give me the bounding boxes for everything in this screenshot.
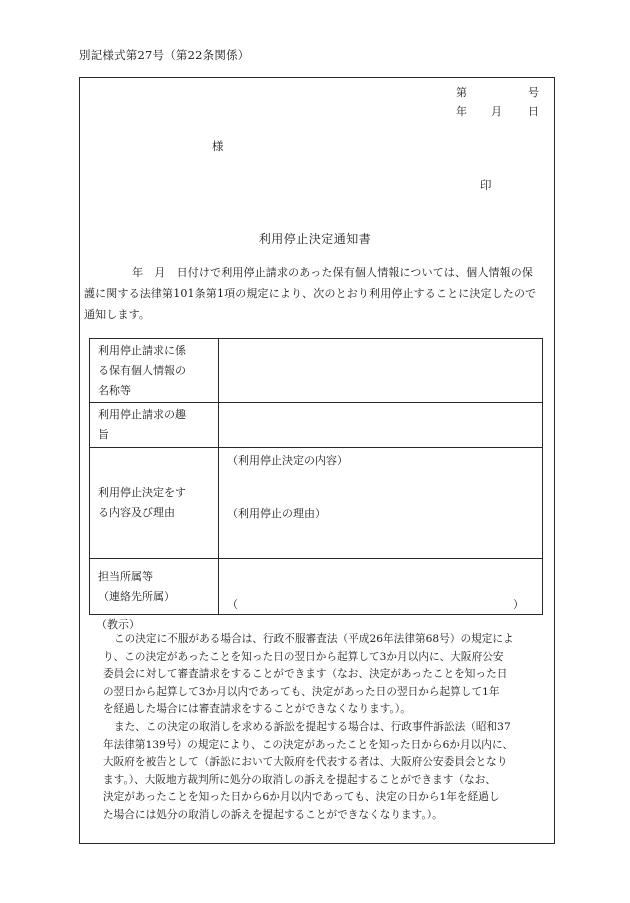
table-row (90, 339, 543, 403)
table-row (90, 403, 543, 448)
contact-paren-open: （ (227, 598, 238, 611)
body-line: 護に関する法律第101条第1項の規定により、次のとおり利用停止することに決定したので (84, 287, 537, 300)
decision-reason-field[interactable] (219, 448, 543, 559)
seal-mark: 印 (480, 178, 492, 192)
row-label-request-purpose: 利用停止請求の趣 旨 (90, 403, 219, 448)
notice-paragraphs (92, 631, 550, 825)
info-table (89, 338, 543, 615)
department-field[interactable] (219, 559, 543, 615)
notice-line: 年法律第139号）の規定により、この決定があったことを知った日から6か月以内に、 (103, 738, 514, 751)
row-label-decision-reason: 利用停止決定をす る内容及び理由 (90, 448, 219, 559)
notice-heading: （教示） (96, 618, 140, 631)
row-label-department: 担当所属等 （連絡先所属） (90, 559, 219, 615)
addressee-honorific: 様 (212, 139, 224, 153)
document-title: 利用停止決定通知書 (258, 232, 372, 246)
form-number-label: 別記様式第27号（第22条関係） (79, 48, 250, 62)
date-day: 日 (528, 105, 539, 118)
row-label-target-info: 利用停止請求に係 る保有個人情報の 名称等 (90, 339, 219, 403)
notice-line: 委員会に対して審査請求をすることができます（なお、決定があったことを知った日 (103, 668, 508, 681)
table-row (90, 448, 543, 559)
notice-line: この決定に不服がある場合は、行政不服審査法（平成26年法律第68号）の規定によ (114, 633, 514, 645)
target-info-field[interactable] (219, 339, 543, 403)
notice-line: 大阪府を被告として（訴訟において大阪府を代表する者は、大阪府公安委員会となり (103, 756, 508, 769)
notice-line: ます。）、大阪地方裁判所に処分の取消しの訴えを提起することができます（なお、 (103, 773, 497, 786)
decision-reason-note: （利用停止の理由） (227, 507, 326, 520)
notice-line: の翌日から起算して3か月以内であっても、決定があった日の翌日から起算して1年 (103, 685, 500, 698)
notice-line: また、この決定の取消しを求める訴訟を提起する場合は、行政事件訴訟法（昭和37 (114, 720, 511, 733)
number-prefix: 第 (456, 86, 467, 99)
body-line: 年 月 日付けで利用停止請求のあった保有個人情報については、個人情報の保 (132, 266, 534, 279)
date-month: 月 (491, 105, 502, 118)
notice-line: り、この決定があったことを知った日の翌日から起算して3か月以内に、大阪府公安 (103, 650, 504, 663)
body-paragraph (84, 262, 552, 325)
notice-line: 決定があったことを知った日から6か月以内であっても、決定の日から1年を経過し (103, 791, 500, 804)
table-row (90, 559, 543, 615)
body-line: 通知します。 (84, 308, 151, 321)
number-suffix: 号 (528, 86, 539, 99)
decision-content-note: （利用停止決定の内容） (227, 454, 348, 467)
date-year: 年 (456, 105, 467, 118)
request-purpose-field[interactable] (219, 403, 543, 448)
notice-line: た場合には処分の取消しの訴えを提起することができなくなります。）。 (103, 808, 443, 821)
notice-line: を経過した場合には審査請求をすることができなくなります。）。 (103, 703, 411, 716)
contact-paren-close: ） (513, 598, 524, 611)
